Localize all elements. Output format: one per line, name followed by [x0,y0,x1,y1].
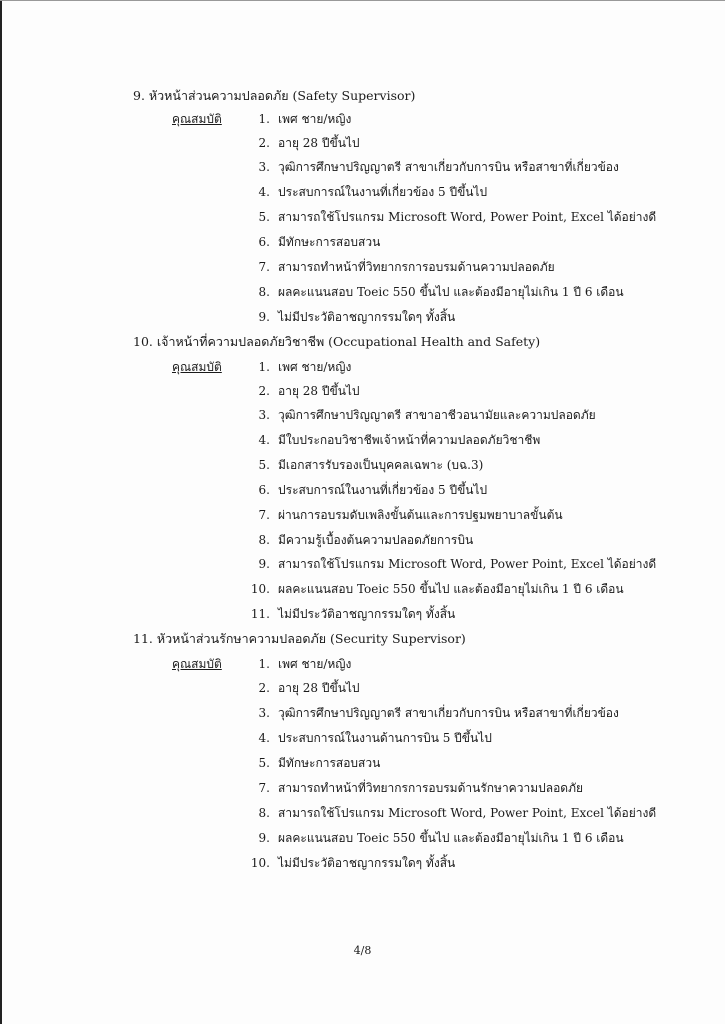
list-item: 4. มีใบประกอบวิชาชีพเจ้าหน้าที่ความปลอดภัยวิชาชีพ [258,433,541,447]
list-item: 5. มีเอกสารรับรองเป็นบุคคลเฉพาะ (บฉ.3) [258,458,484,472]
list-item: 1. เพศ ชาย/หญิง [258,657,352,671]
qualification-label: คุณสมบัติ [172,360,222,374]
page-number: 4/8 [353,944,372,957]
section-heading-safety-supervisor: 9. หัวหน้าส่วนความปลอดภัย (Safety Supervisor) [133,88,416,103]
list-item: 10. ผลคะแนนสอบ Toeic 550 ขึ้นไป และต้องมีอายุไม่เกิน 1 ปี 6 เดือน [250,582,624,596]
list-item: 6. มีทักษะการสอบสวน [258,235,381,249]
list-item: 2. อายุ 28 ปีขึ้นไป [258,384,360,398]
scan-border-top [0,0,725,1]
list-item: 1. เพศ ชาย/หญิง [258,360,352,374]
list-item: 9. ไม่มีประวัติอาชญากรรมใดๆ ทั้งสิ้น [258,310,456,324]
list-item: 2. อายุ 28 ปีขึ้นไป [258,681,360,695]
list-item: 7. สามารถทำหน้าที่วิทยากรการอบรมด้านความปลอดภัย [258,260,555,274]
list-item: 9. สามารถใช้โปรแกรม Microsoft Word, Power Point, Excel ได้อย่างดี [258,557,657,571]
list-item: 8. มีความรู้เบื้องต้นความปลอดภัยการบิน [258,533,474,547]
list-item: 7. สามารถทำหน้าที่วิทยากรการอบรมด้านรักษาความปลอดภัย [258,781,584,795]
list-item: 3. วุฒิการศึกษาปริญญาตรี สาขาอาชีวอนามัยและความปลอดภัย [258,408,596,422]
section-heading-occupational-health-safety: 10. เจ้าหน้าที่ความปลอดภัยวิชาชีพ (Occupational Health and Safety) [133,334,541,349]
list-item: 8. ผลคะแนนสอบ Toeic 550 ขึ้นไป และต้องมีอายุไม่เกิน 1 ปี 6 เดือน [258,285,624,299]
list-item: 3. วุฒิการศึกษาปริญญาตรี สาขาเกี่ยวกับการบิน หรือสาขาที่เกี่ยวข้อง [258,706,619,720]
list-item: 5. สามารถใช้โปรแกรม Microsoft Word, Power Point, Excel ได้อย่างดี [258,210,657,224]
scan-border-left [0,0,2,1024]
list-item: 8. สามารถใช้โปรแกรม Microsoft Word, Power Point, Excel ได้อย่างดี [258,806,657,820]
list-item: 1. เพศ ชาย/หญิง [258,112,352,126]
list-item: 4. ประสบการณ์ในงานที่เกี่ยวข้อง 5 ปีขึ้นไป [258,185,488,199]
qualification-label: คุณสมบัติ [172,112,222,126]
list-item: 11. ไม่มีประวัติอาชญากรรมใดๆ ทั้งสิ้น [250,607,456,621]
list-item: 7. ผ่านการอบรมดับเพลิงขั้นต้นและการปฐมพยาบาลขั้นต้น [258,508,563,522]
list-item: 2. อายุ 28 ปีขึ้นไป [258,136,360,150]
section-heading-security-supervisor: 11. หัวหน้าส่วนรักษาความปลอดภัย (Security Supervisor) [133,631,466,646]
list-item: 5. มีทักษะการสอบสวน [258,756,381,770]
list-item: 4. ประสบการณ์ในงานด้านการบิน 5 ปีขึ้นไป [258,731,492,745]
list-item: 9. ผลคะแนนสอบ Toeic 550 ขึ้นไป และต้องมีอายุไม่เกิน 1 ปี 6 เดือน [258,831,624,845]
list-item: 3. วุฒิการศึกษาปริญญาตรี สาขาเกี่ยวกับการบิน หรือสาขาที่เกี่ยวข้อง [258,160,619,174]
list-item: 10. ไม่มีประวัติอาชญากรรมใดๆ ทั้งสิ้น [250,856,456,870]
qualification-label: คุณสมบัติ [172,657,222,671]
list-item: 6. ประสบการณ์ในงานที่เกี่ยวข้อง 5 ปีขึ้นไป [258,483,488,497]
